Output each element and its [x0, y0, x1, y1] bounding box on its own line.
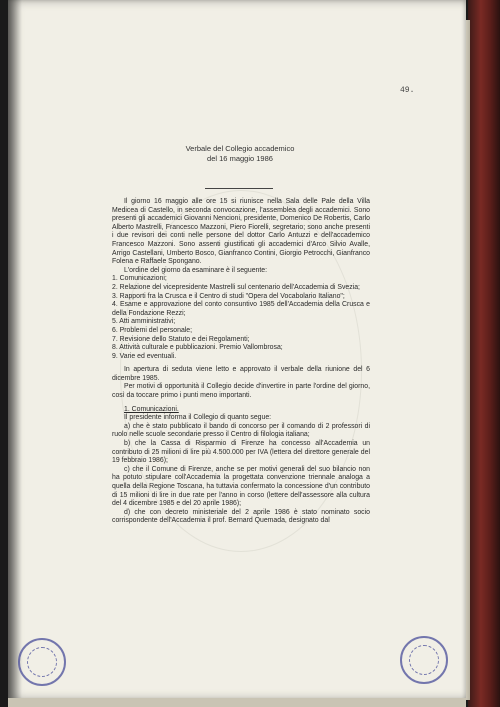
- agenda-item: 4. Esame e approvazione del conto consuntivo 1985 dell'Accademia della Crusca e della Fondazione Rezzi;: [112, 301, 370, 317]
- opening-paragraph: In apertura di seduta viene letto e approvato il verbale della riunione del 6 dicembre 1985.: [112, 366, 370, 382]
- header-date: del 16 maggio 1986: [207, 154, 273, 163]
- header-title: Verbale del Collegio accademico: [185, 144, 295, 153]
- order-change-paragraph: Per motivi di opportunità il Collegio decide d'invertire in parte l'ordine del giorno, così da toccare primo i punti meno importanti.: [112, 383, 370, 400]
- header-rule: [205, 188, 273, 189]
- page-number: 49.: [400, 86, 415, 95]
- agenda-item: 1. Comunicazioni;: [112, 275, 167, 283]
- agenda-item: 8. Attività culturale e pubblicazioni. Premio Vallombrosa;: [112, 344, 283, 352]
- agenda-list: [112, 275, 370, 361]
- agenda-item: 3. Rapporti fra la Crusca e il Centro di studi "Opera del Vocabolario Italiano";: [112, 292, 345, 300]
- library-stamp-left: [18, 638, 66, 686]
- communication-item: b) che la Cassa di Risparmio di Firenze ha concesso all'Accademia un contributo di 25 milioni di lire più 4.500.000 per IVA (lettera del direttore generale del 19 febbraio 1986);: [112, 440, 370, 465]
- agenda-item: 5. Atti amministrativi;: [112, 318, 176, 326]
- gutter-shadow: [8, 0, 22, 700]
- intro-paragraph: Il giorno 16 maggio alle ore 15 si riunisce nella Sala delle Pale della Villa Medicea di Castello, in seconda convocazione, l'assemblea degli accademici. Sono presenti gli accademici Giovanni Nencioni, presidente, Domenico De Robertis, Carlo Alberto Mastrelli, Francesco Mazzoni, Piero Fiorelli, segretario; sono anche presenti i due revisori dei conti nelle persone del dottor Carlo Antuzzi e dell'accademico Francesco Mazzoni. Sono assenti giustificati gli accademici d'Arco Silvio Avalle, Arrigo Castellani, Umberto Bosco, Gianfranco Contini, Giorgio Petrocchi, Gianfranco Folena e Raffaele Spongano.: [112, 198, 370, 266]
- agenda-intro: L'ordine del giorno da esaminare è il seguente:: [124, 266, 268, 274]
- library-stamp-right: [400, 636, 448, 684]
- agenda-item: 6. Problemi del personale;: [112, 326, 193, 334]
- communication-item: d) che con decreto ministeriale del 2 aprile 1986 è stato nominato socio corrispondente dell'Accademia il prof. Bernard Quemada, designato dal: [112, 508, 370, 525]
- agenda-item: 7. Revisione dello Statuto e dei Regolamenti;: [112, 335, 250, 343]
- agenda-item: 2. Relazione del vicepresidente Mastrelli sul centenario dell'Accademia di Svezia;: [112, 283, 360, 291]
- section-title: 1. Comunicazioni.: [124, 405, 179, 413]
- page-bottom-edge: [8, 698, 466, 707]
- document-header: [140, 144, 340, 164]
- document-body: [112, 198, 370, 526]
- book-binding: [468, 0, 500, 707]
- communication-item: a) che è stato pubblicato il bando di concorso per il comando di 2 professori di ruolo nelle scuole secondarie presso il Centro di filologia italiana;: [112, 422, 370, 439]
- agenda-item: 9. Varie ed eventuali.: [112, 352, 177, 360]
- communication-item: c) che il Comune di Firenze, anche se per motivi generali del suo bilancio non ha potuto stipulare coll'Accademia la progettata convenzione triennale analoga a quella della Regione Toscana, ha tuttavia confermato la concessione d'un contributo di 15 milioni di lire in due rate per l'anno in corso (lettere dell'assessore alla cultura del 4 dicembre 1985 e del 20 aprile 1986);: [112, 465, 370, 508]
- section-intro: Il presidente informa il Collegio di quanto segue:: [124, 414, 272, 422]
